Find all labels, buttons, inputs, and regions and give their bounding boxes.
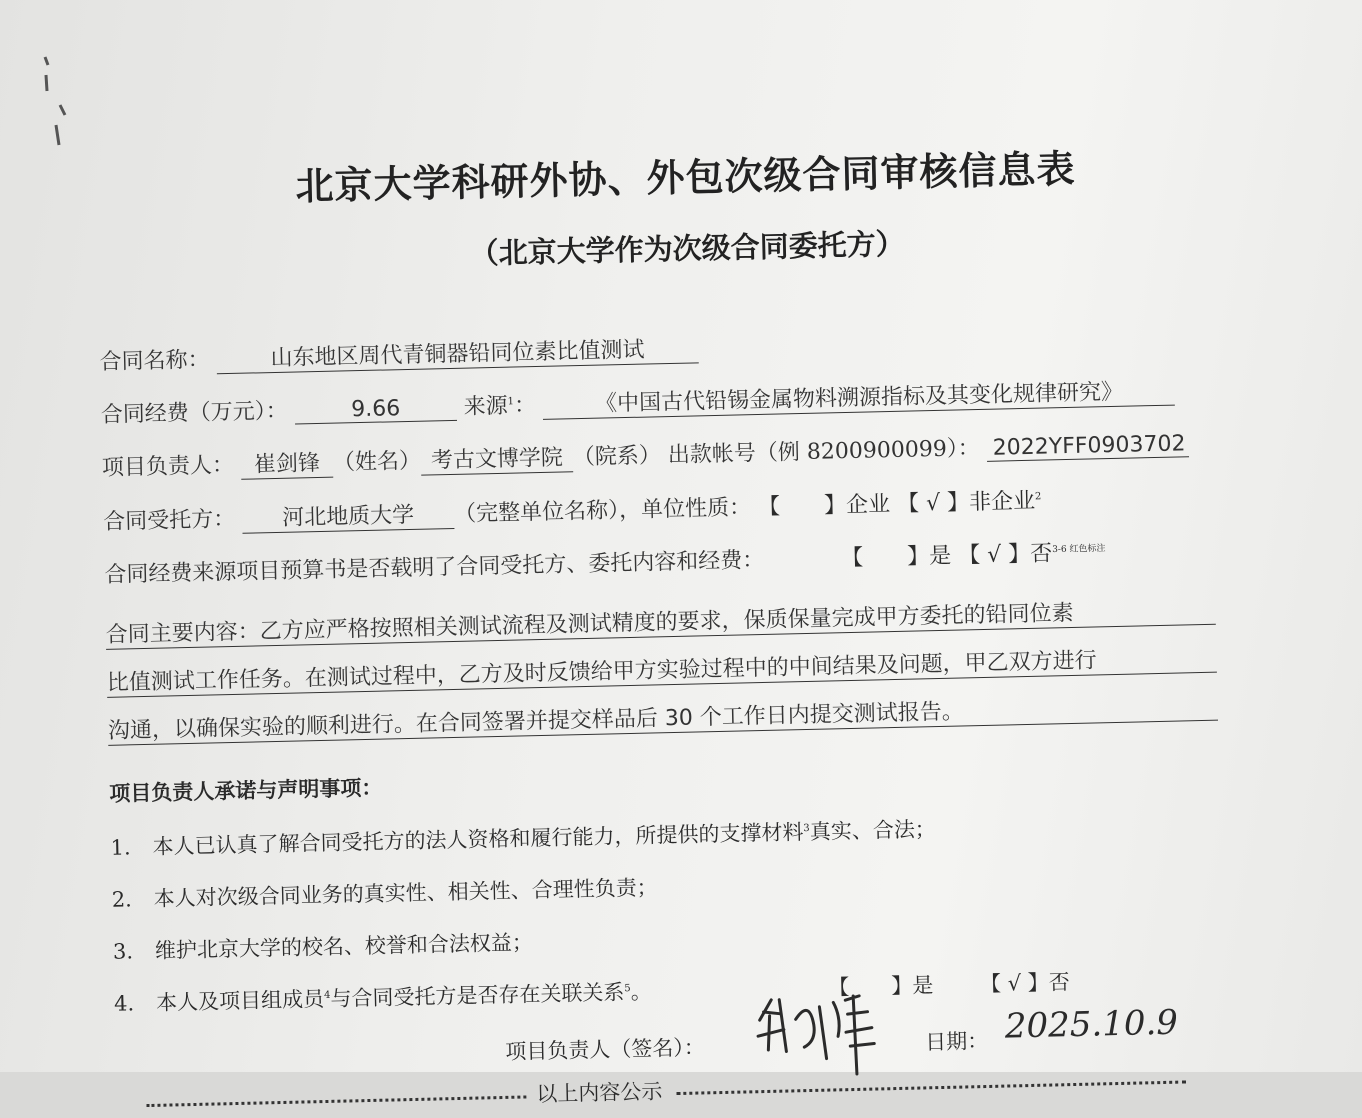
main-content-line-3 [108,689,1218,746]
budget-question-label: 合同经费来源项目预算书是否载明了合同受托方、委托内容和经费： [104,547,765,588]
budget-question-row [104,535,1106,589]
declaration-item-2 [111,871,658,913]
relation-option-yes: 【 】是 [828,973,934,1000]
funding-label: 合同经费（万元）： [100,398,289,428]
declaration-item-4 [114,966,1070,1018]
item-tail: 真实、合法； [809,817,937,844]
leader-name: 崔剑锋 [241,446,334,480]
item-tail: 与合同受托方是否存在关联关系 [330,980,625,1011]
contract-name-label: 合同名称： [99,347,210,375]
account-label: 出款帐号（例 8200900099）： [667,436,981,469]
item-end: 。 [630,979,653,1005]
signature-label: 项目负责人（签名）： [505,1035,706,1064]
budget-note: 3-6 红色标注 [1052,543,1106,556]
footer-dotted-line-right [676,1080,1186,1095]
contractee-value: 河北地质大学 [242,497,455,534]
contract-name-row [99,331,699,377]
item-text: 本人及项目组成员 [155,987,325,1015]
item-note: 4 [323,989,331,1002]
date-label: 日期： [924,1028,989,1055]
main-content-line-1 [105,593,1215,650]
declaration-item-1 [110,813,936,862]
footer-dotted-line-left [146,1095,526,1107]
contractee-row [103,484,1042,537]
margin-pen-mark [40,55,80,155]
main-content-text-2: 比值测试工作任务。在测试过程中，乙方及时反馈给甲方实验过程中的中间结果及问题，甲乙双方进行 [106,648,1097,696]
form-sheet [95,134,1235,1107]
funding-row: 合同经费（万元）： 9.66 来源$^1$： 《中国古代铅锡金属物料溯源指标及其变化规律研究》 [100,374,1175,430]
declaration-heading: 项目负责人承诺与声明事项： [109,775,383,806]
main-content-text-3: 沟通，以确保实验的顺利进行。在合同签署并提交样品后 30 个工作日内提交测试报告。 [107,699,965,744]
item-number: 1. [110,835,131,860]
handwritten-signature [749,987,901,1080]
relation-option-no: 【 √ 】否 [979,970,1071,997]
main-content-line-2 [106,641,1216,698]
funding-value: 9.66 [294,395,457,425]
handwritten-date: 2025.10.9 [1004,1002,1179,1047]
main-content-text-1: 乙方应严格按照相关测试流程及测试精度的要求，保质保量完成甲方委托的铅同位素 [259,600,1074,645]
account-value: 2022YFF0903702 [987,431,1190,462]
item-number: 4. [113,991,135,1016]
item-number: 2. [111,887,133,912]
leader-label: 项目负责人： [101,452,235,481]
item-text: 本人对次级合同业务的真实性、相关性、合理性负责； [153,875,658,911]
signature-row [505,1002,1179,1066]
leader-department-suffix: （院系） [572,443,662,471]
source-value: 《中国古代铅锡金属物料溯源指标及其变化规律研究》 [543,374,1176,420]
contract-name-value: 山东地区周代青铜器铅同位素比值测试 [216,331,699,374]
item-note: 3 [803,822,810,835]
contractee-note: 2 [1034,491,1042,503]
source-note: 1 [507,396,515,408]
contractee-label: 合同受托方： [102,506,236,535]
contractee-suffix: （完整单位名称），单位性质： [453,495,752,527]
source-label: 来源 [463,393,509,420]
option-enterprise: 【 】企业 [757,492,891,521]
item-number: 3. [112,939,134,964]
declaration-item-3 [113,926,534,966]
form-subtitle: （北京大学作为次级合同委托方） [469,226,905,271]
main-content-label: 合同主要内容： [105,619,261,648]
item-note-2: 5 [624,983,631,995]
budget-option-no: 【 √ 】否 [957,541,1053,569]
leader-department: 考古文博学院 [421,440,574,475]
leader-row [102,426,1189,483]
option-non-enterprise: 【 √ 】非企业 [896,488,1036,517]
footer-text: 以上内容公示 [536,1079,663,1107]
budget-option-yes: 【 】是 [840,543,952,572]
item-text: 维护北京大学的校名、校誉和合法权益； [154,930,534,963]
leader-name-suffix: （姓名） [332,448,422,476]
form-title: 北京大学科研外协、外包次级合同审核信息表 [295,146,1076,209]
item-text: 本人已认真了解合同受托方的法人资格和履行能力，所提供的支撑材料 [152,820,804,859]
